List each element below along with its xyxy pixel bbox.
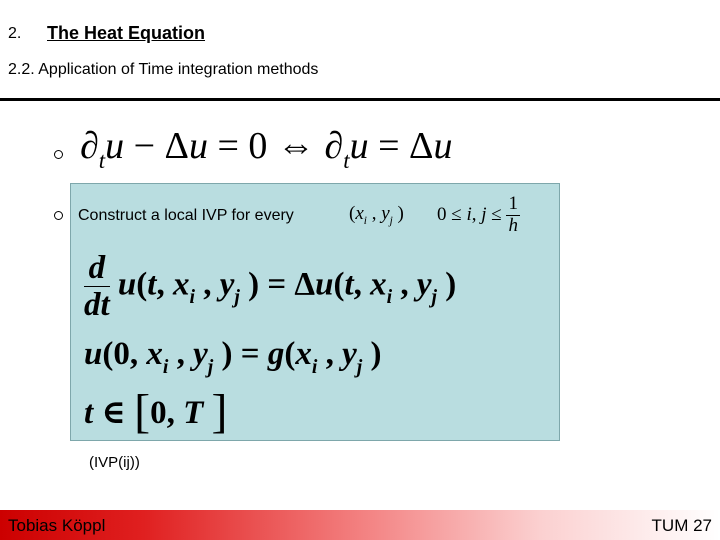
ivp-label: (IVP(ij)) bbox=[89, 454, 140, 471]
grid-point-formula: ($x_i$ , $y_j$ ) bbox=[349, 203, 404, 228]
title-rule bbox=[0, 98, 720, 101]
bullet-1-icon bbox=[54, 150, 63, 159]
bullet-2-text: Construct a local IVP for every bbox=[78, 207, 294, 224]
time-domain-formula: t ∈ [0, T ] bbox=[84, 385, 228, 438]
initial-condition-formula: u(0, $x_i$ , $y_j$ ) = $g(x_i$ , $y_j$ ) bbox=[84, 336, 382, 378]
footer-author: Tobias Köppl bbox=[8, 516, 106, 535]
heat-equation-formula: $\partial_tu - \Delta u = 0$ ⇔ $\partial_tu = \Delta u$ bbox=[80, 125, 453, 174]
footer-page-number: TUM 27 bbox=[651, 516, 712, 535]
index-range-formula: 0 ≤ i, j ≤ $\frac{1}{h}$ bbox=[437, 193, 518, 236]
footer-bar bbox=[0, 510, 720, 540]
ode-formula: $\frac{d}{dt}$ u(t, $x_i$ , $y_j$ ) = Δu(t, $x_i$ , $y_j$ ) bbox=[84, 250, 457, 324]
section-title: The Heat Equation bbox=[47, 23, 206, 43]
subsection-title: 2.2. Application of Time integration methods bbox=[8, 61, 319, 78]
section-number: 2. bbox=[8, 25, 22, 42]
bullet-2-icon bbox=[54, 211, 63, 220]
